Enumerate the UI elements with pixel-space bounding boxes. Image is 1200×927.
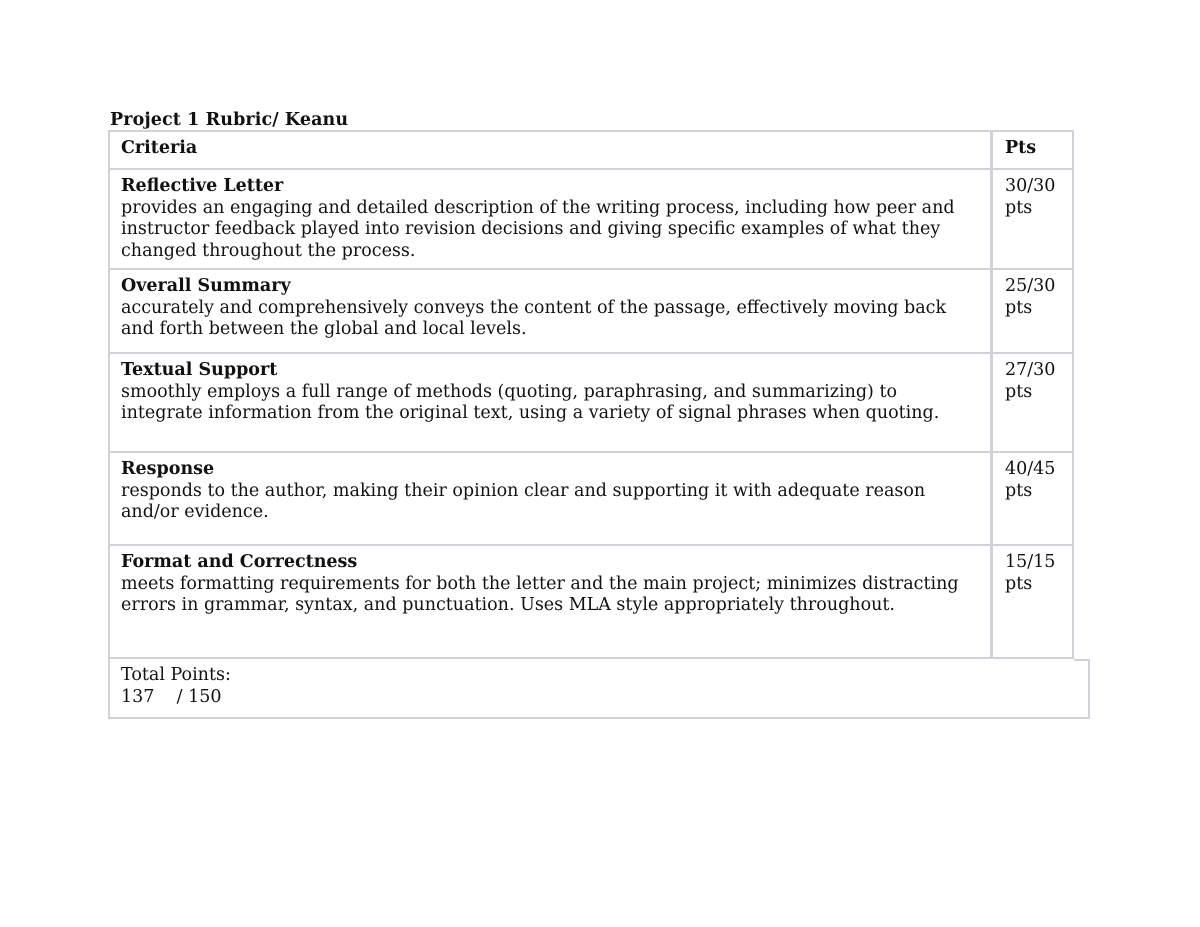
criteria-cell xyxy=(110,546,993,657)
criteria-name: Format and Correctness xyxy=(121,552,358,572)
pts-header: Pts xyxy=(993,132,1074,168)
points-score: 40/45 xyxy=(1005,459,1056,479)
table-row xyxy=(108,270,1074,354)
rubric-table xyxy=(108,130,1090,719)
points-cell xyxy=(993,354,1074,451)
criteria-cell xyxy=(110,170,993,268)
table-row xyxy=(108,354,1074,453)
criteria-header: Criteria xyxy=(110,132,993,168)
criteria-name: Overall Summary xyxy=(121,276,291,296)
criteria-cell xyxy=(110,354,993,451)
total-points-label: Total Points: xyxy=(121,665,231,685)
points-score: 30/30 xyxy=(1005,176,1056,196)
total-points-value: 137 / 150 xyxy=(121,686,222,707)
criteria-name: Reflective Letter xyxy=(121,176,284,196)
criteria-description: provides an engaging and detailed description of the writing process, including how peer and instructor feedback played into revision decisions and giving specific examples of what they changed throughout the process. xyxy=(121,197,955,261)
table-row xyxy=(108,453,1074,546)
table-row xyxy=(108,546,1074,659)
total-points-row xyxy=(108,659,1090,719)
table-row xyxy=(108,170,1074,270)
points-unit: pts xyxy=(1005,297,1033,318)
points-cell xyxy=(993,170,1074,268)
points-score: 27/30 xyxy=(1005,360,1056,380)
total-row-top-border xyxy=(1074,659,1090,661)
points-unit: pts xyxy=(1005,197,1033,218)
points-score: 15/15 xyxy=(1005,552,1056,572)
criteria-cell xyxy=(110,453,993,544)
table-header-row xyxy=(108,130,1074,170)
points-unit: pts xyxy=(1005,480,1033,501)
criteria-description: meets formatting requirements for both the letter and the main project; minimizes distracting errors in grammar, syntax, and punctuation. Uses MLA style appropriately throughout. xyxy=(121,573,959,615)
document-title: Project 1 Rubric/ Keanu xyxy=(110,110,349,130)
points-cell xyxy=(993,546,1074,657)
criteria-cell xyxy=(110,270,993,352)
criteria-description: responds to the author, making their opinion clear and supporting it with adequate reason and/or evidence. xyxy=(121,480,926,522)
criteria-description: accurately and comprehensively conveys the content of the passage, effectively moving back and forth between the global and local levels. xyxy=(121,297,947,339)
criteria-name: Response xyxy=(121,459,215,479)
criteria-description: smoothly employs a full range of methods (quoting, paraphrasing, and summarizing) to integrate information from the original text, using a variety of signal phrases when quoting. xyxy=(121,381,940,423)
points-cell xyxy=(993,270,1074,352)
points-unit: pts xyxy=(1005,381,1033,402)
points-cell xyxy=(993,453,1074,544)
criteria-name: Textual Support xyxy=(121,360,278,380)
points-unit: pts xyxy=(1005,573,1033,594)
points-score: 25/30 xyxy=(1005,276,1056,296)
